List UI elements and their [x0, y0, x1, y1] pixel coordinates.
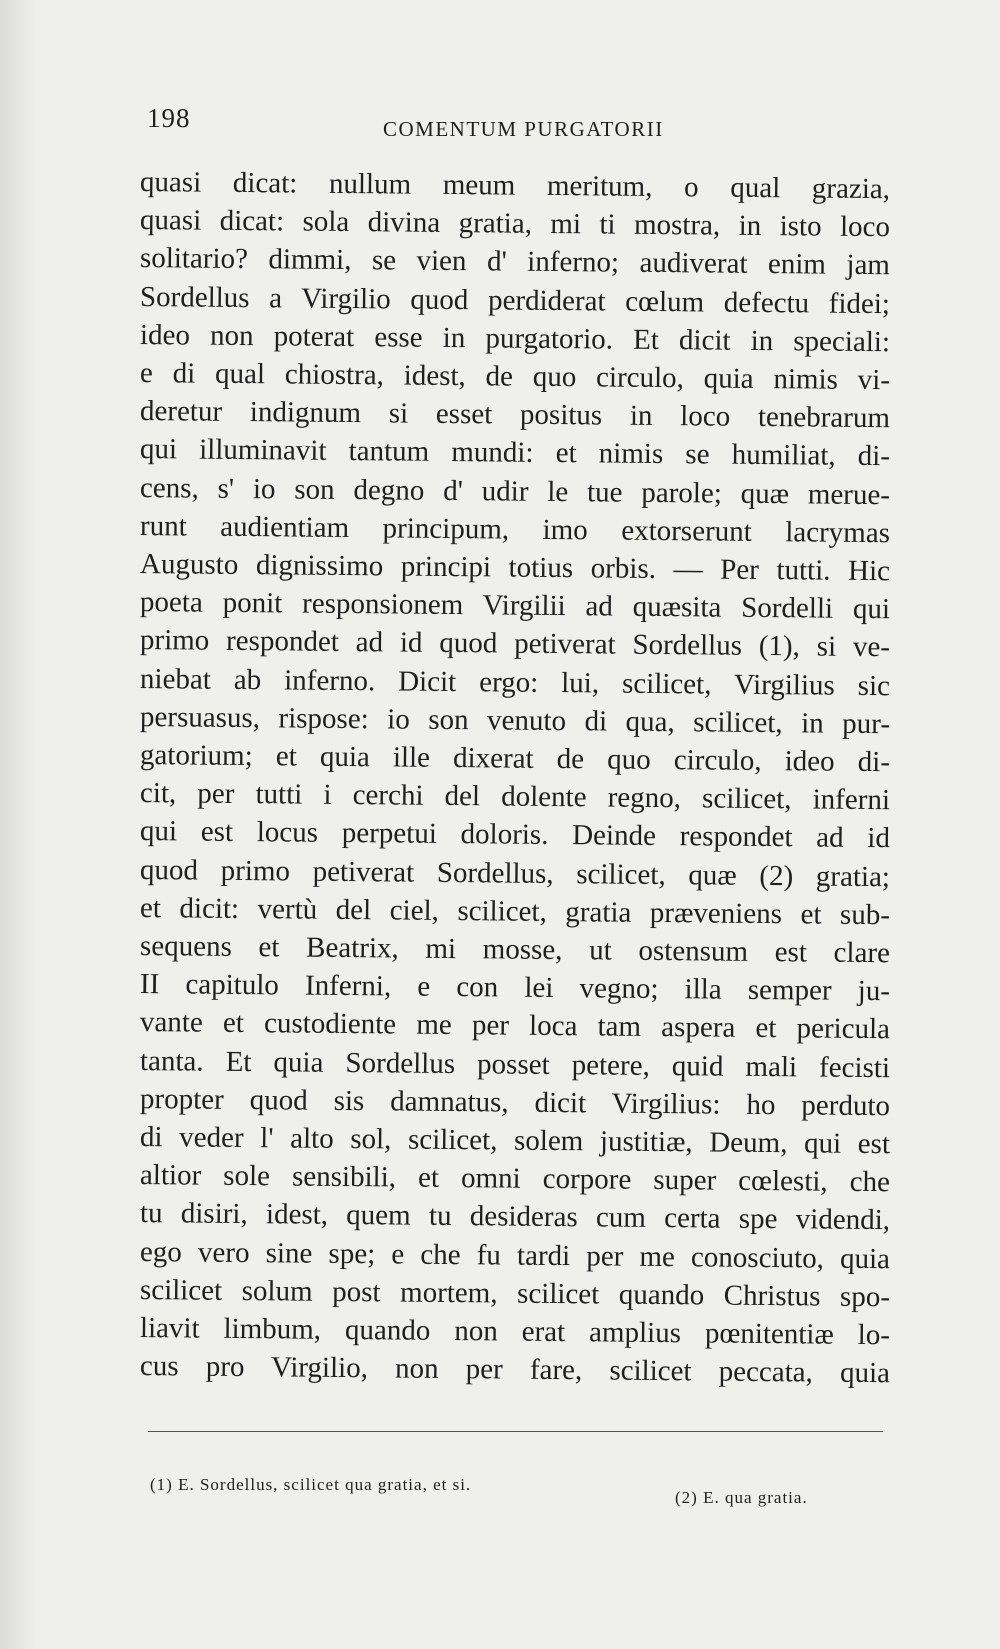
page-number: 198 — [147, 103, 191, 133]
body-line: primo respondet ad id quod petiverat Sordellus (1), si ve- — [139, 624, 891, 664]
body-line: propter quod sis damnatus, dicit Virgilius: ho perduto — [139, 1082, 891, 1122]
body-line: runt audientiam principum, imo extorserunt lacrymas — [139, 509, 891, 549]
body-line: poeta ponit responsionem Virgilii ad quæsita Sordelli qui — [139, 586, 891, 626]
body-line: solitario? dimmi, se vien d' inferno; audiverat enim jam — [139, 242, 891, 282]
body-line: ego vero sine spe; e che fu tardi per me conosciuto, quia — [139, 1235, 891, 1275]
body-line: et dicit: vertù del ciel, scilicet, gratia præveniens et sub- — [139, 891, 891, 931]
body-line: altior sole sensibili, et omni corpore super cœlesti, che — [139, 1159, 891, 1199]
running-title: COMENTUM PURGATORII — [383, 117, 664, 141]
footnote-1: (1) E. Sordellus, scilicet qua gratia, et si. — [150, 1475, 472, 1494]
body-line: vante et custodiente me per loca tam aspera et pericula — [139, 1006, 891, 1046]
body-line: ideo non poterat esse in purgatorio. Et dicit in speciali: — [139, 318, 891, 358]
footnote-2: (2) E. qua gratia. — [675, 1488, 808, 1507]
body-line: cens, s' io son degno d' udir le tue parole; quæ merue- — [139, 471, 891, 511]
body-line: II capitulo Inferni, e con lei vegno; illa semper ju- — [139, 968, 891, 1008]
page-gutter-shadow — [0, 0, 38, 1649]
body-line: quod primo petiverat Sordellus, scilicet, quæ (2) gratia; — [139, 853, 891, 893]
body-line: liavit limbum, quando non erat amplius pœnitentiæ lo- — [139, 1312, 891, 1352]
body-line: cus pro Virgilio, non per fare, scilicet peccata, quia — [139, 1350, 891, 1390]
body-line: quasi dicat: nullum meum meritum, o qual grazia, — [139, 166, 891, 206]
body-line: qui illuminavit tantum mundi: et nimis se humiliat, di- — [139, 433, 891, 473]
body-line: tanta. Et quia Sordellus posset petere, quid mali fecisti — [139, 1044, 891, 1084]
body-line: Sordellus a Virgilio quod perdiderat cœlum defectu fidei; — [139, 280, 891, 320]
body-line: qui est locus perpetui doloris. Deinde respondet ad id — [139, 815, 891, 855]
body-line: persuasus, rispose: io son venuto di qua, scilicet, in pur- — [139, 700, 891, 740]
page-header — [0, 103, 1000, 143]
body-line: scilicet solum post mortem, scilicet quando Christus spo- — [139, 1273, 891, 1313]
footnote-separator — [148, 1431, 883, 1432]
body-line: e di qual chiostra, idest, de quo circulo, quia nimis vi- — [139, 357, 891, 397]
body-line: sequens et Beatrix, mi mosse, ut ostensum est clare — [139, 930, 891, 970]
body-line: deretur indignum si esset positus in loco tenebrarum — [139, 395, 891, 435]
body-line: cit, per tutti i cerchi del dolente regno, scilicet, inferni — [139, 777, 891, 817]
body-line: Augusto dignissimo principi totius orbis. — Per tutti. Hic — [139, 548, 891, 588]
body-line: quasi dicat: sola divina gratia, mi ti mostra, in isto loco — [139, 204, 891, 244]
body-line: tu disiri, idest, quem tu desideras cum certa spe videndi, — [139, 1197, 891, 1237]
body-line: niebat ab inferno. Dicit ergo: lui, scilicet, Virgilius sic — [139, 662, 891, 702]
body-line: gatorium; et quia ille dixerat de quo circulo, ideo di- — [139, 739, 891, 779]
body-line: di veder l' alto sol, scilicet, solem justitiæ, Deum, qui est — [139, 1121, 891, 1161]
